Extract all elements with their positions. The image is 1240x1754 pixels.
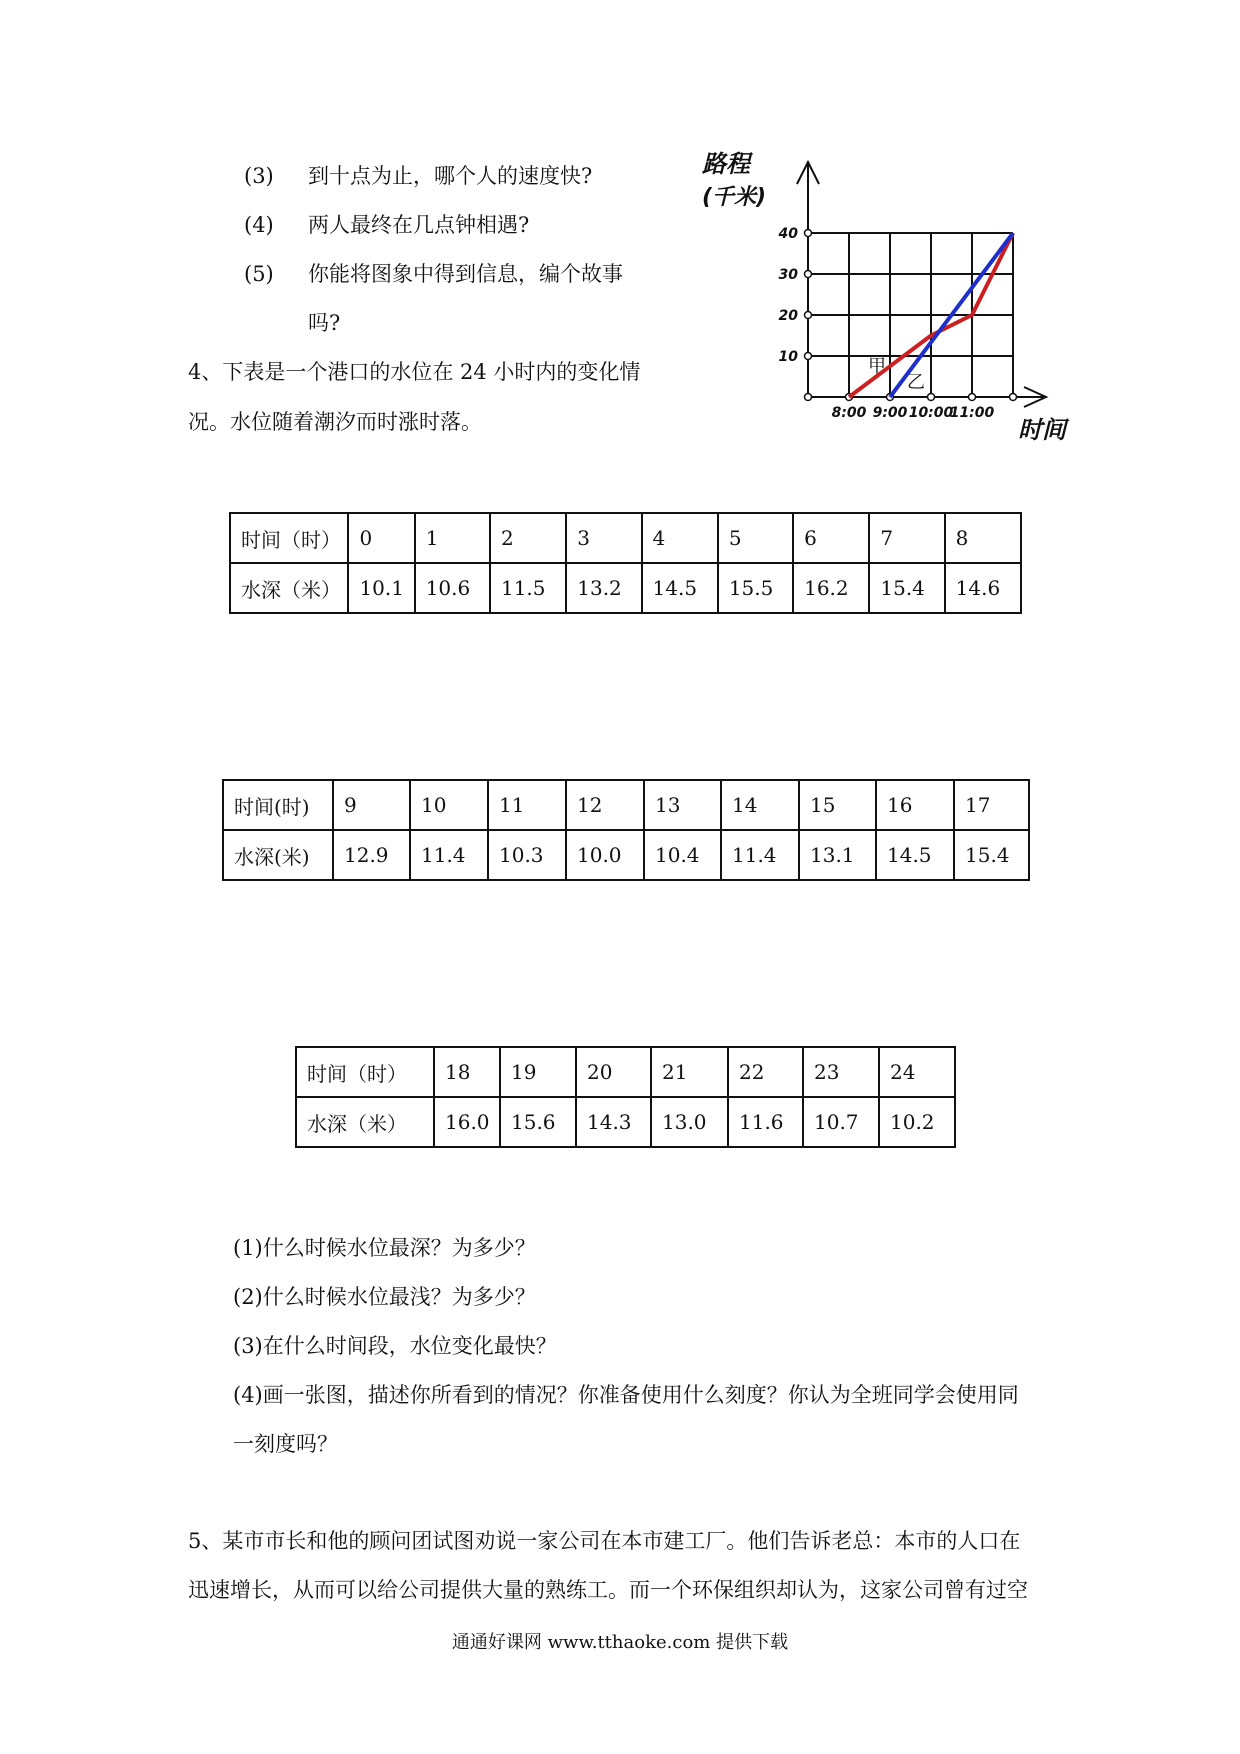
hour-cell: 8 xyxy=(945,513,1021,563)
x-tick-dot xyxy=(805,394,812,401)
problem4-question-4: (4)画一张图，描述你所看到的情况？你准备使用什么刻度？你认为全班同学会使用同 xyxy=(233,1383,1019,1407)
depth-cell: 11.4 xyxy=(410,830,488,880)
problem5-line2: 迅速增长，从而可以给公司提供大量的熟练工。而一个环保组织却认为，这家公司曾有过空 xyxy=(188,1578,1028,1602)
distance-time-graph xyxy=(690,140,1070,450)
graph-axes xyxy=(797,162,1046,407)
series-label-jia: 甲 xyxy=(868,356,886,377)
y-tick-dot xyxy=(805,271,812,278)
problem4-question-4-cont: 一刻度吗？ xyxy=(233,1432,338,1456)
hour-cell: 23 xyxy=(803,1047,879,1097)
depth-cell: 14.5 xyxy=(876,830,954,880)
depth-cell: 11.4 xyxy=(721,830,799,880)
y-axis-unit: (千米) xyxy=(702,185,767,210)
table-row-depth xyxy=(223,830,1029,880)
table-row-depth xyxy=(296,1097,955,1147)
q5-text-cont: 吗? xyxy=(308,311,341,335)
q4-number: (4) xyxy=(244,213,274,237)
hour-cell: 4 xyxy=(642,513,718,563)
depth-cell: 11.6 xyxy=(728,1097,803,1147)
water-depth-table-2 xyxy=(222,779,1030,881)
x-tick-dot xyxy=(928,394,935,401)
hour-cell: 2 xyxy=(490,513,566,563)
hour-cell: 19 xyxy=(500,1047,576,1097)
y-tick-dot xyxy=(805,312,812,319)
hour-cell: 12 xyxy=(566,780,644,830)
page-footer: 通通好课网 www.tthaoke.com 提供下载 xyxy=(451,1632,789,1653)
problem5-line1: 5、某市市长和他的顾问团试图劝说一家公司在本市建工厂。他们告诉老总：本市的人口在 xyxy=(188,1529,1021,1553)
x-tick-label: 10:00 xyxy=(908,405,954,421)
depth-cell: 11.5 xyxy=(490,563,566,613)
q4-text: 两人最终在几点钟相遇? xyxy=(308,213,530,237)
x-tick-label: 9:00 xyxy=(872,405,908,421)
y-tick-label: 10 xyxy=(778,349,798,365)
hour-cell: 21 xyxy=(651,1047,728,1097)
x-axis-title: 时间 xyxy=(1018,416,1066,444)
problem4-question-3: (3)在什么时间段，水位变化最快？ xyxy=(233,1334,557,1358)
depth-cell: 15.4 xyxy=(954,830,1029,880)
y-tick-label: 40 xyxy=(778,226,798,242)
q3-text: 到十点为止，哪个人的速度快? xyxy=(308,164,593,188)
problem4-intro-line2: 况。水位随着潮汐而时涨时落。 xyxy=(188,410,482,434)
series-label-yi: 乙 xyxy=(907,372,925,393)
depth-cell: 10.6 xyxy=(415,563,490,613)
hour-cell: 17 xyxy=(954,780,1029,830)
depth-cell: 10.4 xyxy=(644,830,721,880)
depth-cell: 10.0 xyxy=(566,830,644,880)
y-axis-title: 路程 xyxy=(702,150,750,178)
hour-cell: 18 xyxy=(434,1047,500,1097)
hour-cell: 7 xyxy=(869,513,944,563)
depth-cell: 13.2 xyxy=(566,563,641,613)
y-tick-label: 30 xyxy=(778,267,798,283)
y-tick-dot xyxy=(805,230,812,237)
q3-number: (3) xyxy=(244,164,274,188)
row-label-depth: 水深(米) xyxy=(223,830,333,880)
hour-cell: 0 xyxy=(348,513,414,563)
depth-cell: 12.9 xyxy=(333,830,410,880)
x-tick-dot xyxy=(1010,394,1017,401)
hour-cell: 20 xyxy=(576,1047,651,1097)
problem4-question-1: (1)什么时候水位最深？为多少？ xyxy=(233,1236,536,1260)
depth-cell: 15.4 xyxy=(869,563,944,613)
depth-cell: 15.6 xyxy=(500,1097,576,1147)
hour-cell: 13 xyxy=(644,780,721,830)
table-row-time xyxy=(230,513,1021,563)
hour-cell: 22 xyxy=(728,1047,803,1097)
problem4-intro-line1: 4、下表是一个港口的水位在 24 小时内的变化情 xyxy=(188,360,641,384)
depth-cell: 16.2 xyxy=(793,563,869,613)
hour-cell: 9 xyxy=(333,780,410,830)
hour-cell: 11 xyxy=(488,780,566,830)
row-label-time: 时间（时） xyxy=(296,1047,434,1097)
hour-cell: 10 xyxy=(410,780,488,830)
x-tick-label: 11:00 xyxy=(949,405,995,421)
problem4-question-2: (2)什么时候水位最浅？为多少？ xyxy=(233,1285,536,1309)
depth-cell: 16.0 xyxy=(434,1097,500,1147)
depth-cell: 10.3 xyxy=(488,830,566,880)
x-tick-label: 8:00 xyxy=(831,405,867,421)
x-tick-dot xyxy=(969,394,976,401)
depth-cell: 10.7 xyxy=(803,1097,879,1147)
depth-cell: 13.1 xyxy=(799,830,876,880)
hour-cell: 16 xyxy=(876,780,954,830)
hour-cell: 1 xyxy=(415,513,490,563)
row-label-time: 时间(时) xyxy=(223,780,333,830)
row-label-depth: 水深（米） xyxy=(230,563,348,613)
table-row-time xyxy=(223,780,1029,830)
hour-cell: 3 xyxy=(566,513,641,563)
depth-cell: 13.0 xyxy=(651,1097,728,1147)
depth-cell: 10.1 xyxy=(348,563,414,613)
q5-text: 你能将图象中得到信息，编个故事 xyxy=(308,262,623,286)
row-label-depth: 水深（米） xyxy=(296,1097,434,1147)
hour-cell: 14 xyxy=(721,780,799,830)
depth-cell: 14.5 xyxy=(642,563,718,613)
depth-cell: 14.6 xyxy=(945,563,1021,613)
y-tick-dot xyxy=(805,353,812,360)
water-depth-table-1 xyxy=(229,512,1022,614)
row-label-time: 时间（时） xyxy=(230,513,348,563)
hour-cell: 15 xyxy=(799,780,876,830)
depth-cell: 14.3 xyxy=(576,1097,651,1147)
depth-cell: 15.5 xyxy=(718,563,793,613)
hour-cell: 6 xyxy=(793,513,869,563)
depth-cell: 10.2 xyxy=(879,1097,955,1147)
table-row-time xyxy=(296,1047,955,1097)
y-tick-label: 20 xyxy=(778,308,798,324)
hour-cell: 24 xyxy=(879,1047,955,1097)
q5-number: (5) xyxy=(244,262,274,286)
hour-cell: 5 xyxy=(718,513,793,563)
water-depth-table-3 xyxy=(295,1046,956,1148)
table-row-depth xyxy=(230,563,1021,613)
